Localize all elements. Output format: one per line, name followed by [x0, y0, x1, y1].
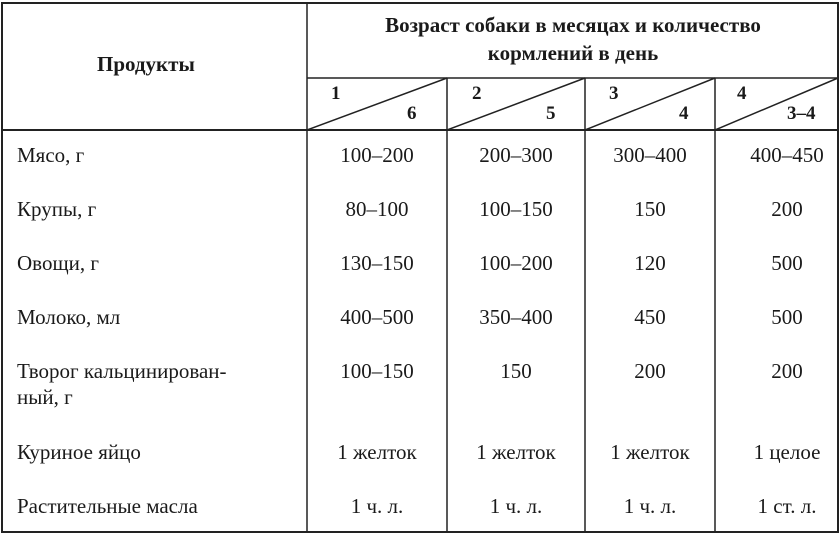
col1-age: 1 — [331, 83, 341, 104]
col1-feedings: 6 — [407, 103, 417, 124]
table-cell: 1 ч. л. — [350, 494, 404, 518]
table-cell: 120 — [634, 251, 666, 275]
table-cell: 400–450 — [750, 143, 824, 167]
table-cell: 100–200 — [340, 143, 414, 167]
table-cell: 150 — [634, 197, 666, 221]
table-cell: 1 ст. л. — [757, 494, 817, 518]
row-cereals-product: Крупы, г — [17, 197, 97, 221]
col4-age: 4 — [737, 83, 747, 104]
table-cell: 300–400 — [613, 143, 687, 167]
row-cottage-cheese-product-line2: ный, г — [17, 385, 73, 409]
col2-age: 2 — [472, 83, 482, 104]
table-cell: 150 — [500, 359, 532, 383]
row-milk-product: Молоко, мл — [17, 305, 121, 329]
table-cell: 200–300 — [479, 143, 553, 167]
row-meat-product: Мясо, г — [17, 143, 85, 167]
table-cell: 450 — [634, 305, 666, 329]
table-cell: 200 — [771, 197, 803, 221]
table-cell: 1 ч. л. — [489, 494, 543, 518]
table-cell: 80–100 — [345, 197, 409, 221]
table-cell: 500 — [771, 251, 803, 275]
table-cell: 200 — [634, 359, 666, 383]
table-cell: 130–150 — [340, 251, 414, 275]
col3-feedings: 4 — [679, 103, 689, 124]
age-header-line2: кормлений в день — [487, 41, 659, 65]
table-cell: 100–150 — [340, 359, 414, 383]
row-cottage-cheese-product-line1: Творог кальцинирован- — [17, 359, 227, 383]
row-egg-product: Куриное яйцо — [17, 440, 141, 464]
table-cell: 100–200 — [479, 251, 553, 275]
table-cell: 500 — [771, 305, 803, 329]
table-cell: 1 желток — [610, 440, 690, 464]
products-header: Продукты — [97, 52, 195, 76]
table-cell: 400–500 — [340, 305, 414, 329]
col4-feedings: 3–4 — [787, 103, 816, 124]
col3-age: 3 — [609, 83, 619, 104]
row-vegetable-oil-product: Растительные масла — [17, 494, 198, 518]
row-vegetables-product: Овощи, г — [17, 251, 99, 275]
table-cell: 1 ч. л. — [623, 494, 677, 518]
table-cell: 1 желток — [476, 440, 556, 464]
table-cell: 1 желток — [337, 440, 417, 464]
table-cell: 350–400 — [479, 305, 553, 329]
table-cell: 100–150 — [479, 197, 553, 221]
table-cell: 200 — [771, 359, 803, 383]
col2-feedings: 5 — [546, 103, 556, 124]
age-header-line1: Возраст собаки в месяцах и количество — [385, 13, 761, 37]
table-cell: 1 целое — [753, 440, 821, 464]
